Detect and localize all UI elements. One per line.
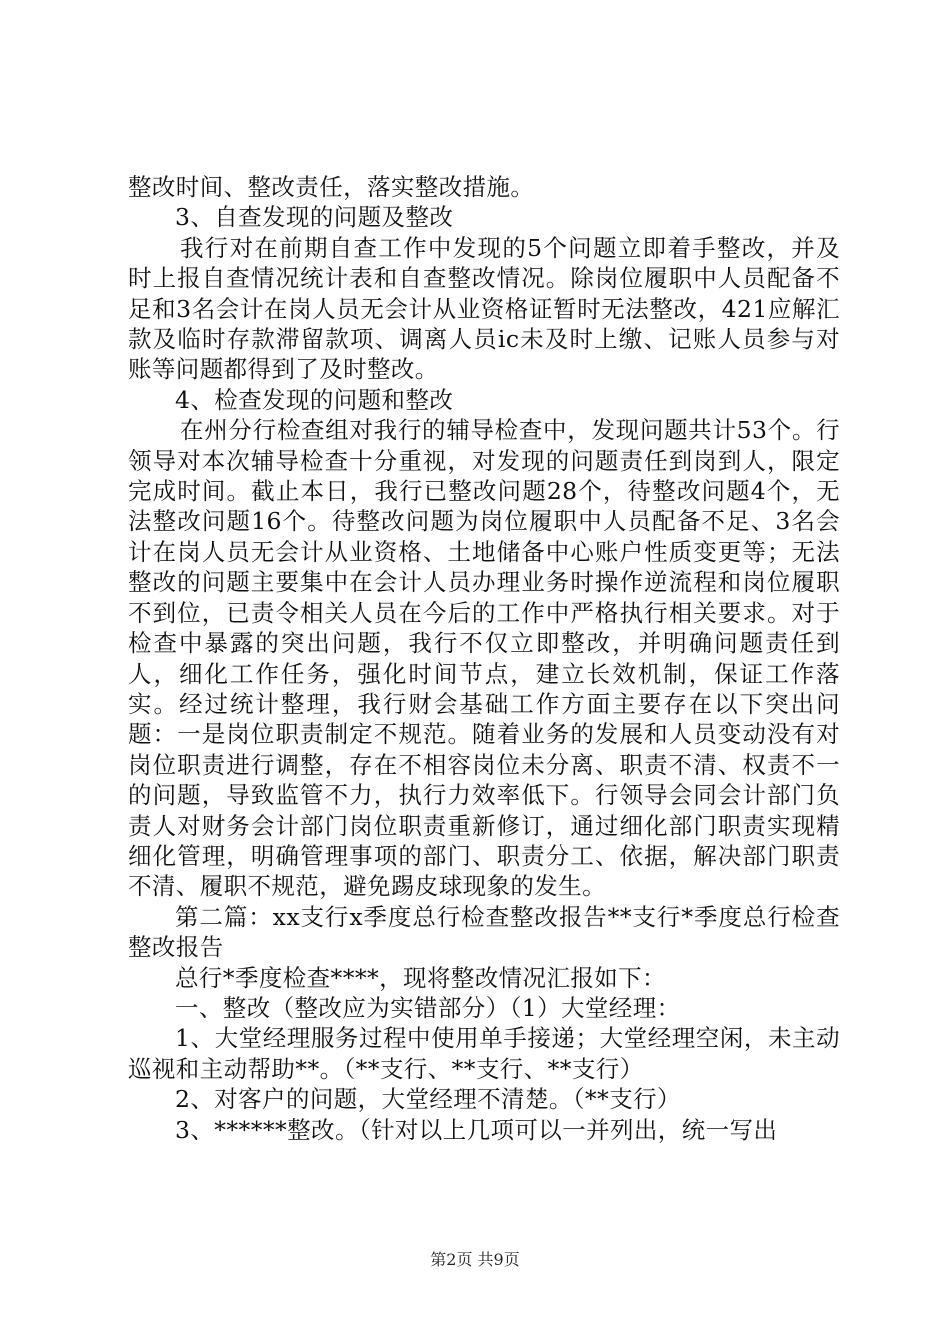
page-number-footer: 第2页 共9页	[430, 1250, 520, 1269]
paragraph-self-inspection: 我行对在前期自查工作中发现的5个问题立即着手整改，并及时上报自查情况统计表和自查整改情况。除岗位履职中人员配备不足和3名会计在岗人员无会计从业资格证暂时无法整改，421应解汇款及临时存款滞留款项、调离人员ic未及时上缴、记账人员参与对账等问题都得到了及时整改。	[128, 233, 840, 384]
document-body	[128, 172, 840, 1145]
list-item-3: 3、******整改。（针对以上几项可以一并列出，统一写出	[175, 1115, 778, 1144]
paragraph-report-intro: 总行*季度检查****，现将整改情况汇报如下：	[175, 963, 666, 992]
paragraph-continuation: 整改时间、整改责任，落实整改措施。	[128, 173, 535, 201]
list-item-2: 2、对客户的问题，大堂经理不清楚。（**支行）	[175, 1085, 681, 1114]
chapter-heading-part-two: 第二篇：xx支行x季度总行检查整改报告**支行*季度总行检查整改报告	[128, 902, 840, 962]
section-heading-self-inspection: 3、自查发现的问题及整改	[175, 203, 454, 232]
list-item-1: 1、大堂经理服务过程中使用单手接递；大堂经理空闲，未主动巡视和主动帮助**。（**支行、**支行、**支行）	[128, 1024, 840, 1083]
paragraph-inspection-findings: 在州分行检查组对我行的辅导检查中，发现问题共计53个。行领导对本次辅导检查十分重视，对发现的问题责任到岗到人，限定完成时间。截止本日，我行已整改问题28个，待整改问题4个，无法整改问题16个。待整改问题为岗位履职中人员配备不足、3名会计在岗人员无会计从业资格、土地储备中心账户性质变更等；无法整改的问题主要集中在会计人员办理业务时操作逆流程和岗位履职不到位，已责令相关人员在今后的工作中严格执行相关要求。对于检查中暴露的突出问题，我行不仅立即整改，并明确问题责任到人，细化工作任务，强化时间节点，建立长效机制，保证工作落实。经过统计整理，我行财会基础工作方面主要存在以下突出问题：一是岗位职责制定不规范。随着业务的发展和人员变动没有对岗位职责进行调整，存在不相容岗位未分离、职责不清、权责不一的问题，导致监管不力，执行力效率低下。行领导会同会计部门负责人对财务会计部门岗位职责重新修订，通过细化部门职责实现精细化管理，明确管理事项的部门、职责分工、依据，解决部门职责不清、履职不规范，避免踢皮球现象的发生。	[128, 416, 840, 901]
section-heading-inspection-findings: 4、检查发现的问题和整改	[175, 385, 454, 414]
section-heading-rectification: 一、整改（整改应为实错部分）（1）大堂经理：	[175, 993, 681, 1022]
